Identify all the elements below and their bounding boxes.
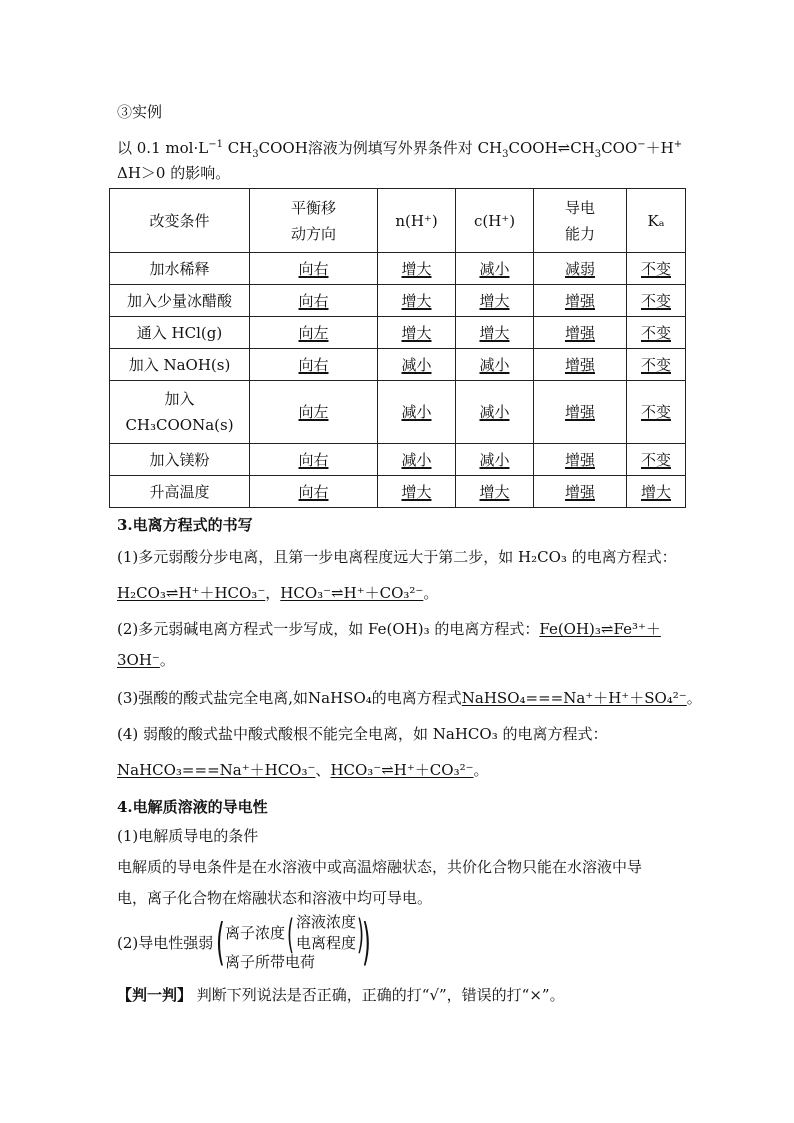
judge-line (117, 985, 565, 1005)
header-cell: 导电 能力 (534, 189, 627, 253)
judge-text: 判断下列说法是否正确，正确的打“√”，错误的打“×”。 (192, 986, 565, 1004)
cell-condition: 加入少量冰醋酸 (110, 285, 250, 317)
ion-charge: 离子所带电荷 (225, 953, 316, 971)
table-row (110, 381, 686, 444)
section-3-p2: (2)多元弱碱电离方程式一步写成，如 Fe(OH)₃ 的电离方程式：Fe(OH)₃⇌Fe³⁺＋ (117, 620, 661, 638)
cell-c: 减小 (456, 381, 534, 444)
section-3-title: 3.电离方程式的书写 (117, 516, 253, 534)
cell-conductivity: 增强 (534, 444, 627, 476)
cell-n: 增大 (378, 476, 456, 508)
cell-n: 减小 (378, 381, 456, 444)
left-paren-inner: ( (287, 912, 295, 958)
cell-n: 增大 (378, 253, 456, 285)
cell-direction: 向右 (250, 285, 378, 317)
example-intro: 以 0.1 $mol\cdot L^{-1}$ $CH_3COOH$溶液为例填写外界条件对 $CH_3COOH\rightleftharpoons CH_3COO^-+H^+$ (117, 139, 683, 160)
section-3-p1: (1)多元弱酸分步电离，且第一步电离程度远大于第二步，如 H₂CO₃ 的电离方程式： (117, 548, 677, 566)
section-4-sub2: (2)导电性强弱 (117, 934, 214, 952)
example-intro-line2: ΔH＞0 的影响。 (117, 164, 231, 182)
cell-ka: 增大 (627, 476, 686, 508)
cell-direction: 向右 (250, 444, 378, 476)
right-paren-inner: ) (357, 912, 365, 958)
table-row (110, 349, 686, 381)
ionization-degree: 电离程度 (296, 934, 357, 952)
cell-c: 减小 (456, 253, 534, 285)
header-cell: 改变条件 (110, 189, 250, 253)
ion-concentration: 离子浓度 (225, 924, 286, 942)
cell-c: 减小 (456, 349, 534, 381)
cell-ka: 不变 (627, 285, 686, 317)
example-heading: ③实例 (117, 103, 163, 121)
cell-condition: 升高温度 (110, 476, 250, 508)
cell-n: 减小 (378, 349, 456, 381)
cell-condition: 加入镁粉 (110, 444, 250, 476)
cell-ka: 不变 (627, 349, 686, 381)
section-4-p2: 电，离子化合物在熔融状态和溶液中均可导电。 (117, 889, 433, 907)
solution-concentration: 溶液浓度 (296, 913, 357, 931)
cell-direction: 向右 (250, 253, 378, 285)
cell-condition: 加水稀释 (110, 253, 250, 285)
table-header-row (110, 189, 686, 253)
table-row (110, 444, 686, 476)
table-row (110, 317, 686, 349)
section-4-sub1: (1)电解质导电的条件 (117, 827, 259, 845)
section-3-p3: (3)强酸的酸式盐完全电离,如NaHSO₄的电离方程式NaHSO₄===Na⁺＋H⁺＋SO₄²⁻。 (117, 689, 702, 707)
cell-c: 增大 (456, 317, 534, 349)
cell-conductivity: 增强 (534, 476, 627, 508)
cell-direction: 向右 (250, 349, 378, 381)
cell-c: 增大 (456, 285, 534, 317)
table-row (110, 253, 686, 285)
judge-tag: 【判一判】 (117, 986, 193, 1004)
header-cell: n(H⁺) (378, 189, 456, 253)
table-row (110, 476, 686, 508)
cell-c: 增大 (456, 476, 534, 508)
cell-condition: 通入 HCl(g) (110, 317, 250, 349)
cell-condition: 加入 CH₃COONa(s) (110, 381, 250, 444)
cell-direction: 向左 (250, 381, 378, 444)
cell-c: 减小 (456, 444, 534, 476)
cell-n: 减小 (378, 444, 456, 476)
cell-conductivity: 增强 (534, 349, 627, 381)
header-cell: 平衡移 动方向 (250, 189, 378, 253)
cell-direction: 向右 (250, 476, 378, 508)
cell-ka: 不变 (627, 381, 686, 444)
header-cell: c(H⁺) (456, 189, 534, 253)
cell-conductivity: 增强 (534, 381, 627, 444)
cell-direction: 向左 (250, 317, 378, 349)
cell-conductivity: 增强 (534, 317, 627, 349)
table-row (110, 285, 686, 317)
cell-conductivity: 减弱 (534, 253, 627, 285)
left-paren-outer: ( (216, 913, 225, 971)
cell-conductivity: 增强 (534, 285, 627, 317)
cell-ka: 不变 (627, 317, 686, 349)
cell-ka: 不变 (627, 253, 686, 285)
right-paren-outer: ) (362, 913, 371, 971)
section-4-p1: 电解质的导电条件是在水溶液中或高温熔融状态，共价化合物只能在水溶液中导 (117, 858, 643, 876)
cell-n: 增大 (378, 285, 456, 317)
section-3-p1-equations: H₂CO₃⇌H⁺＋HCO₃⁻，HCO₃⁻⇌H⁺＋CO₃²⁻。 (117, 584, 439, 602)
section-3-p4-equations: NaHCO₃===Na⁺＋HCO₃⁻、HCO₃⁻⇌H⁺＋CO₃²⁻。 (117, 761, 489, 779)
section-3-p4: (4) 弱酸的酸式盐中酸式酸根不能完全电离，如 NaHCO₃ 的电离方程式： (117, 725, 608, 743)
header-cell: Kₐ (627, 189, 686, 253)
cell-ka: 不变 (627, 444, 686, 476)
section-4-title: 4.电解质溶液的导电性 (117, 798, 268, 816)
cell-n: 增大 (378, 317, 456, 349)
section-3-p2-cont: 3OH⁻。 (117, 651, 175, 669)
ionization-table (109, 188, 686, 508)
cell-condition: 加入 NaOH(s) (110, 349, 250, 381)
